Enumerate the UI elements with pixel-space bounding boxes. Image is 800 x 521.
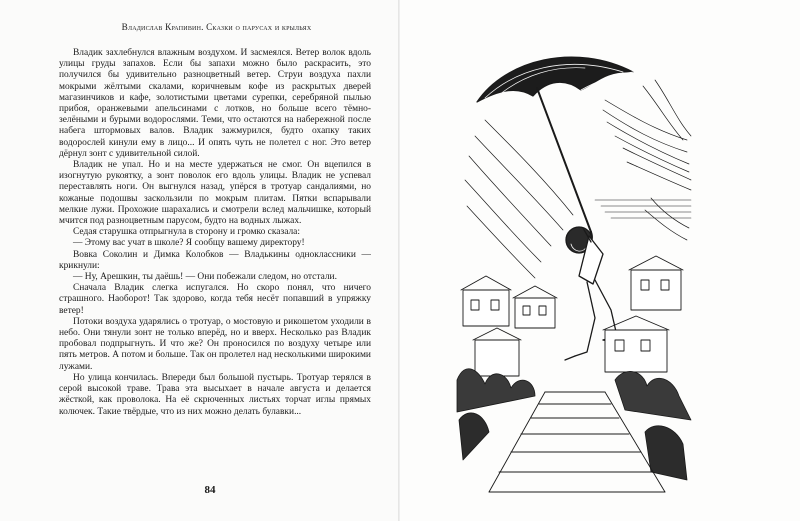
body-text	[59, 48, 371, 418]
paragraph: Потоки воздуха ударялись о тротуар, о мостовую и рикошетом уходили в небо. Они тянули зонт не только вперёд, но и вверх. Несколько раз Владик пробовал подпрыгнуть. И что же? Он проносился по воздуху четыре или пять метров. А потом и больше. Так он пролетел над несколькими широкими лужами.	[59, 316, 371, 372]
sea-lines	[595, 200, 691, 218]
page-number: 84	[204, 484, 216, 496]
paragraph: — Ну, Арешкин, ты даёшь! — Они побежали следом, но отстали.	[73, 272, 337, 283]
umbrella-drawing	[477, 57, 633, 244]
running-header: Владислав Крапивин. Сказки о парусах и крыльях	[121, 22, 312, 32]
paragraph: Владик не упал. Но и на месте удержаться не смог. Он вцепился в изогнутую рукоятку, а зонт поволок его вдоль улицы. Владик не успевал переставлять ноги. Он выгнулся назад, упёрся в тротуар сандалиями, но кожаные подошвы заскользили по мокрым плитам. Пятки вспарывали мелкие лужи. Прохожие шарахались и смотрели вслед мальчишке, который мчится под разноцветным парусом, будто на водных лыжах.	[59, 160, 371, 227]
paragraph: Вовка Соколин и Димка Колобков — Владькины одноклассники — крикнули:	[59, 249, 371, 271]
paragraph: Седая старушка отпрыгнула в сторону и громко сказала:	[73, 227, 300, 238]
paragraph: Владик захлебнулся влажным воздухом. И засмеялся. Ветер волок вдоль улицы груды запахов. Если бы запахи можно было раскрасить, это получился бы удивительно разноцветный ветер. Струи воздуха пахли мокрыми жёлтыми скалами, коричневым кофе из раскрытых дверей магазинчиков и кафе, золотистыми цветами сурепки, серебряной пылью прибоя, оранжевыми апельсинами с лотков, но больше всего тёмно-зелёными и бурыми водорослями. Теми, что остаются на набережной после набега штормовых валов. Владик зажмурился, будто охапку таких водорослей кинули ему в лицо... И опять чуть не полетел с ног. Это ветер дёрнул зонт с удивительной силой.	[59, 48, 371, 159]
paragraph: Но улица кончилась. Впереди был большой пустырь. Тротуар терялся в серой высокой траве. Трава эта высыхает в начале августа и делается жёсткой, как проволока. На её скрюченных листьях торчат иглы прямых колючек. Такие твёрдые, что из них можно делать булавки...	[59, 372, 371, 417]
paragraph: Сначала Владик слегка испугался. Но скоро понял, что ничего страшного. Наоборот! Так здорово, когда тебя несёт попавший в упряжку ветер!	[59, 283, 371, 316]
foliage	[457, 369, 691, 480]
ink-illustration-boy-with-umbrella	[455, 40, 695, 495]
paragraph: — Этому вас учат в школе? Я сообщу вашему директору!	[73, 238, 305, 249]
town-houses	[461, 256, 683, 376]
